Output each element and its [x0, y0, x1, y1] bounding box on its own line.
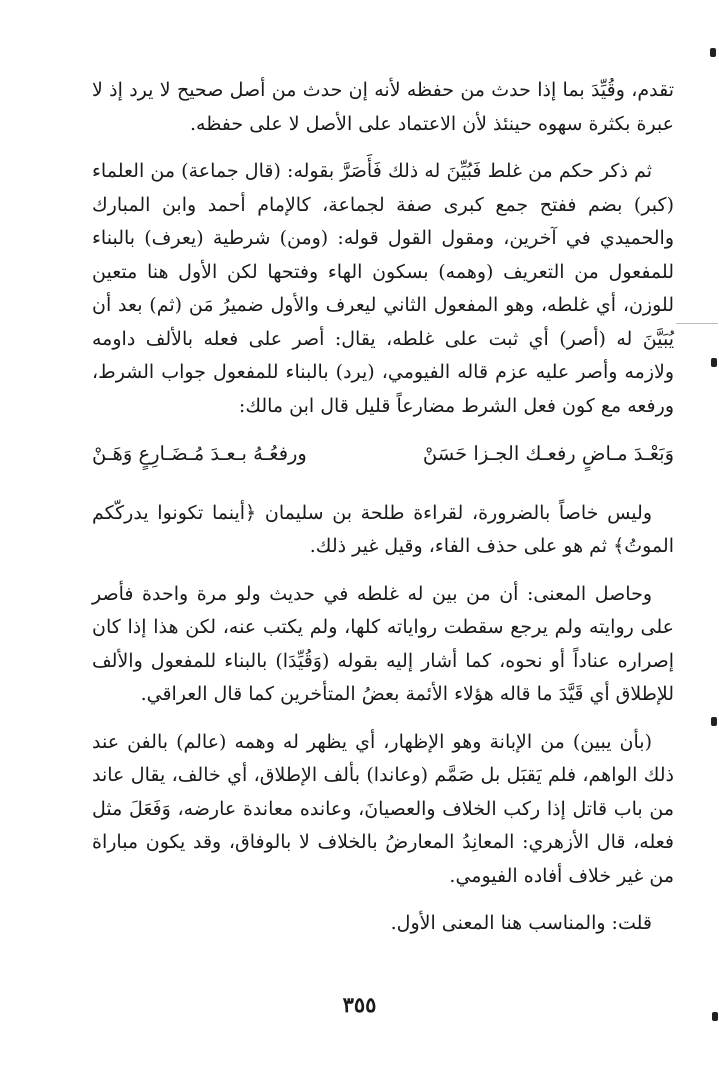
verse-hemistich-left: ورفعُـهُ بـعـدَ مُـضَـارِعٍ وَهَـنْ [92, 442, 307, 465]
page-number: ٣٥٥ [342, 992, 377, 1017]
poetry-verse [92, 437, 674, 471]
scan-edge-mark [711, 717, 717, 726]
scan-edge-mark [712, 1012, 718, 1021]
scan-edge-mark [710, 48, 716, 57]
paragraph-6: قلت: والمناسب هنا المعنى الأول. [390, 912, 652, 934]
scan-edge-line [676, 323, 718, 324]
page-body [92, 74, 674, 955]
paragraph-2: ثم ذكر حكم من غلط فَبُيِّنَ له ذلك فَأَصَرَّ بقوله: (قال جماعة) من العلماء (كبر) بضم ففتح جمع كبرى صفة لجماعة، كالإمام أحمد وابن المبارك والحميدي في آخرين، ومقول القول قوله: (ومن) شرطية (يعرف) بالبناء للمفعول من التعريف (وهمه) بسكون الهاء وفتحها لكن الأول هنا متعين للوزن، أي غلطه، وهو المفعول الثاني ليعرف والأول ضميرُ مَن (ثم) بعد أن يُبَيَّنَ له (أصر) أي ثبت على غلطه، يقال: أصر على فعله بالألف داومه ولازمه وأصر عليه عزم قاله الفيومي، (يرد) بالبناء للمفعول جواب الشرط، ورفعه مع كون فعل الشرط مضارعاً قليل قال ابن مالك: [92, 160, 674, 417]
paragraph-5: (بأن يبين) من الإبانة وهو الإظهار، أي يظهر له وهمه (عالم) بالفن عند ذلك الواهم، فلم يَقبَل بل صَمَّم (وعاندا) بألف الإطلاق، أي خالف، يقال عاند من باب قاتل إذا ركب الخلاف والعصيانَ، وعانده معاندة عارضه، وَفَعَلَ مثل فعله، قال الأزهري: المعانِدُ المعارضُ بالخلاف لا بالوفاق، وقد يكون مباراة من غير خلاف أفاده الفيومي. [92, 730, 674, 887]
paragraph-3: وليس خاصاً بالضرورة، لقراءة طلحة بن سليمان ﴿أينما تكونوا يدركّكم الموتُ﴾ ثم هو على حذف الفاء، وقيل غير ذلك. [92, 501, 674, 557]
verse-hemistich-right: وَبَعْـدَ مـاضٍ رفعـك الجـزا حَسَنْ [422, 442, 674, 465]
paragraph-1: تقدم، وقُيِّدَ بما إذا حدث من حفظه لأنه إن حدث من أصل صحيح لا يرد إذ لا عبرة بكثرة سهوه حينئذ لأن الاعتماد على الأصل لا على حفظه. [92, 79, 674, 135]
scan-edge-mark [711, 358, 717, 367]
paragraph-4: وحاصل المعنى: أن من بين له غلطه في حديث ولو مرة واحدة فأصر على روايته ولم يرجع سقطت رواياته كلها، ولم يكتب عنه، لكن هذا إذا كان إصراره عناداً أو نحوه، كما أشار إليه بقوله (وَقُيِّدَا) بالبناء للمفعول والألف للإطلاق أي قَيَّدَ ما قاله هؤلاء الأئمة بعضُ المتأخرين كما قال العراقي. [92, 582, 674, 705]
